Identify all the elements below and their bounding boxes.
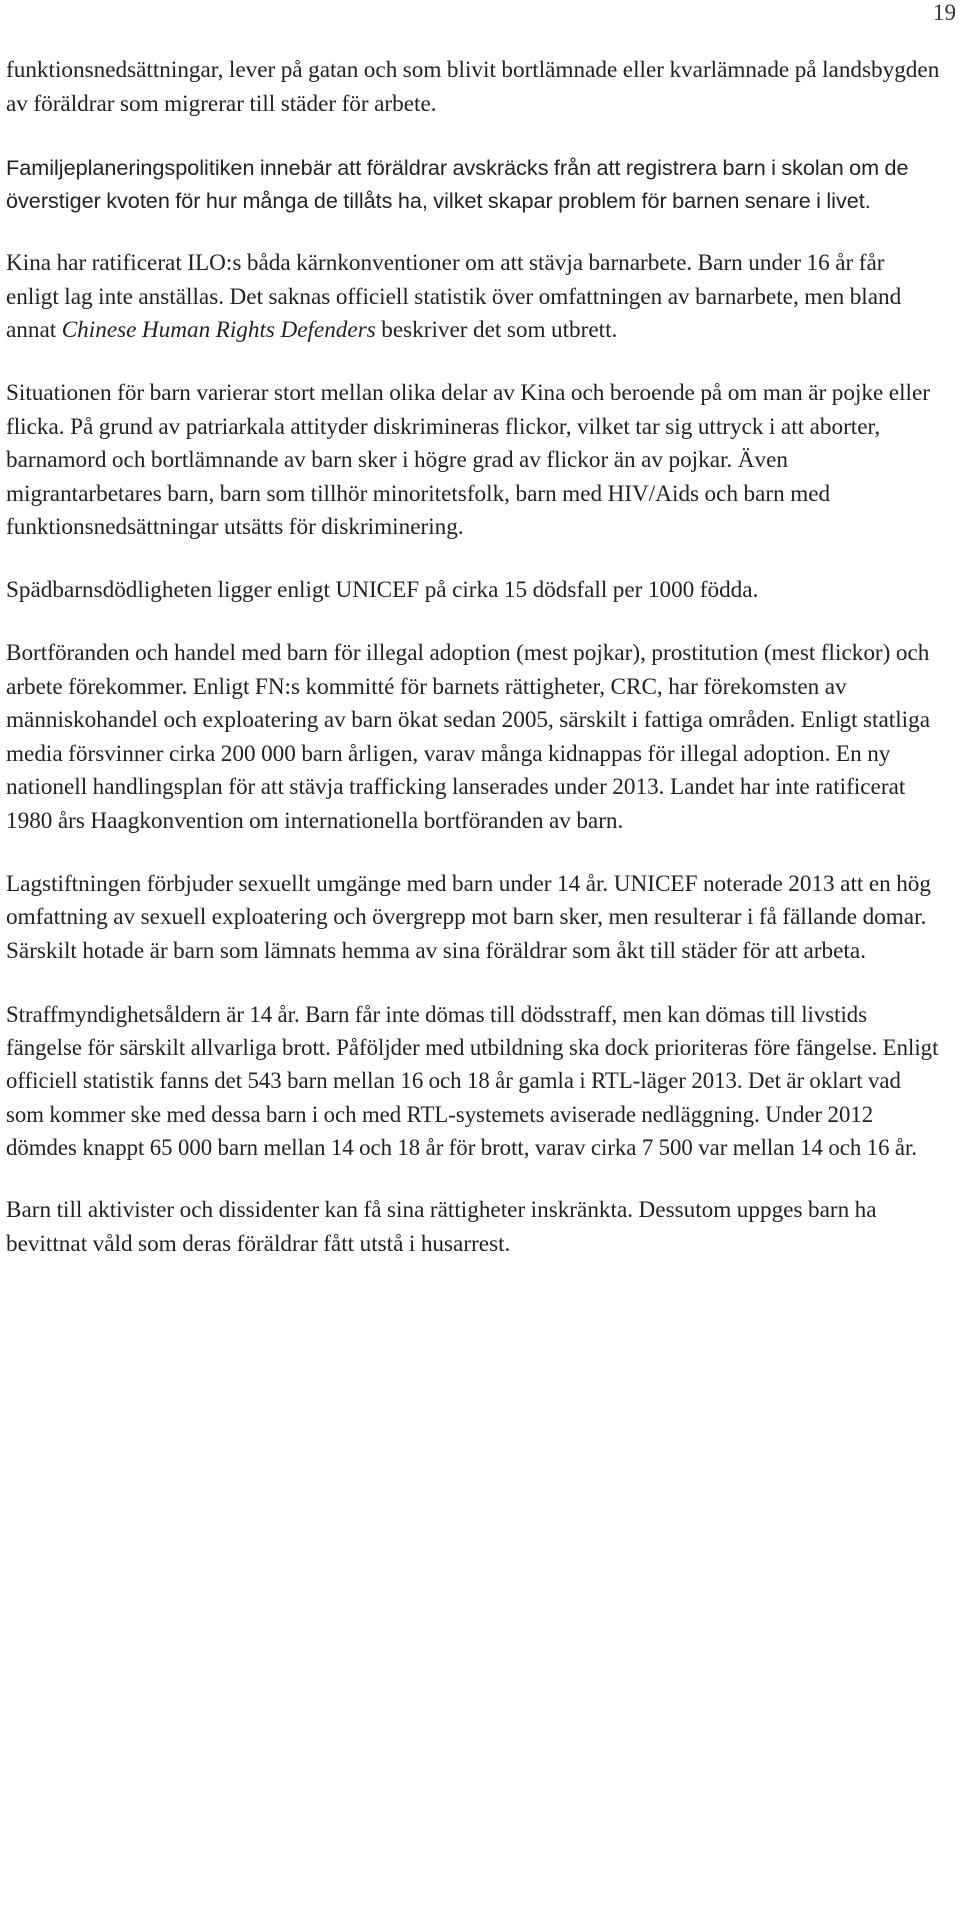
organization-name: Chinese Human Rights Defenders	[61, 317, 376, 343]
paragraph-juvenile-justice: Straffmyndighetsåldern är 14 år. Barn får inte dömas till dödsstraff, men kan dömas till livstids fängelse för särskilt allvarliga brott. Påföljder med utbildning ska dock prioriteras före fängelse. Enligt officiell statistik fanns det 543 barn mellan 16 och 18 år gamla i RTL-läger 2013. Det är oklart vad som kommer ske med dessa barn i och med RTL-systemets aviserade nedläggning. Under 2012 dömdes knappt 65 000 barn mellan 14 och 18 år för brott, varav cirka 7 500 var mellan 14 och 16 år.	[6, 1001, 939, 1161]
body-text	[6, 54, 941, 1261]
paragraph-sexual-exploitation: Lagstiftningen förbjuder sexuellt umgänge med barn under 14 år. UNICEF noterade 2013 att en hög omfattning av sexuell exploatering och övergrepp mot barn sker, men resulterar i få fällande domar. Särskilt hotade är barn som lämnats hemma av sina föräldrar som åkt till städer för att arbeta.	[6, 870, 931, 964]
paragraph-activists-children: Barn till aktivister och dissidenter kan få sina rättigheter inskränkta. Dessutom uppges barn ha bevittnat våld som deras föräldrar fått utstå i husarrest.	[6, 1197, 877, 1257]
page-number: 19	[933, 0, 956, 25]
child-labour-statistics-text: Det saknas officiell statistik över omfattningen av barnarbete, men bland annat	[6, 283, 902, 343]
paragraph-family-planning: Familjeplaneringspolitiken innebär att föräldrar avskräcks från att registrera barn i skolan om de överstiger kvoten för hur många de tillåts ha, vilket skapar problem för barnen senare i livet.	[6, 154, 909, 213]
paragraph-orphans-migration: funktionsnedsättningar, lever på gatan och som blivit bortlämnade eller kvarlämnade på landsbygden av föräldrar som migrerar till städer för arbete.	[6, 57, 940, 117]
paragraph-discrimination: Situationen för barn varierar stort mellan olika delar av Kina och beroende på om man är pojke eller flicka. På grund av patriarkala attityder diskrimineras flickor, vilket tar sig uttryck i att aborter, barnamord och bortlämnande av barn sker i högre grad av flickor än av pojkar. Även migrantarbetares barn, barn som tillhör minoritetsfolk, barn med HIV/Aids och barn med funktionsnedsättningar utsätts för diskriminering.	[6, 380, 930, 540]
paragraph-child-labour	[6, 247, 941, 348]
paragraph-trafficking: Bortföranden och handel med barn för illegal adoption (mest pojkar), prostitution (mest flickor) och arbete förekommer. Enligt FN:s kommitté för barnets rättigheter, CRC, har förekomsten av människohandel och exploatering av barn ökat sedan 2005, särskilt i fattiga områden. Enligt statliga media försvinner cirka 200 000 barn årligen, varav många kidnappas för illegal adoption. En ny nationell handlingsplan för att stävja trafficking lanserades under 2013. Landet har inte ratificerat 1980 års Haagkonvention om internationella bortföranden av barn.	[6, 640, 930, 834]
paragraph-infant-mortality: Spädbarnsdödligheten ligger enligt UNICEF på cirka 15 dödsfall per 1000 födda.	[6, 577, 759, 603]
child-labour-conclusion-text: beskriver det som utbrett.	[375, 317, 618, 343]
child-labour-ilo-text: Kina har ratificerat ILO:s båda kärnkonventioner om att stävja barnarbete. Barn under 16 år får enligt lag inte anställas.	[6, 250, 885, 310]
